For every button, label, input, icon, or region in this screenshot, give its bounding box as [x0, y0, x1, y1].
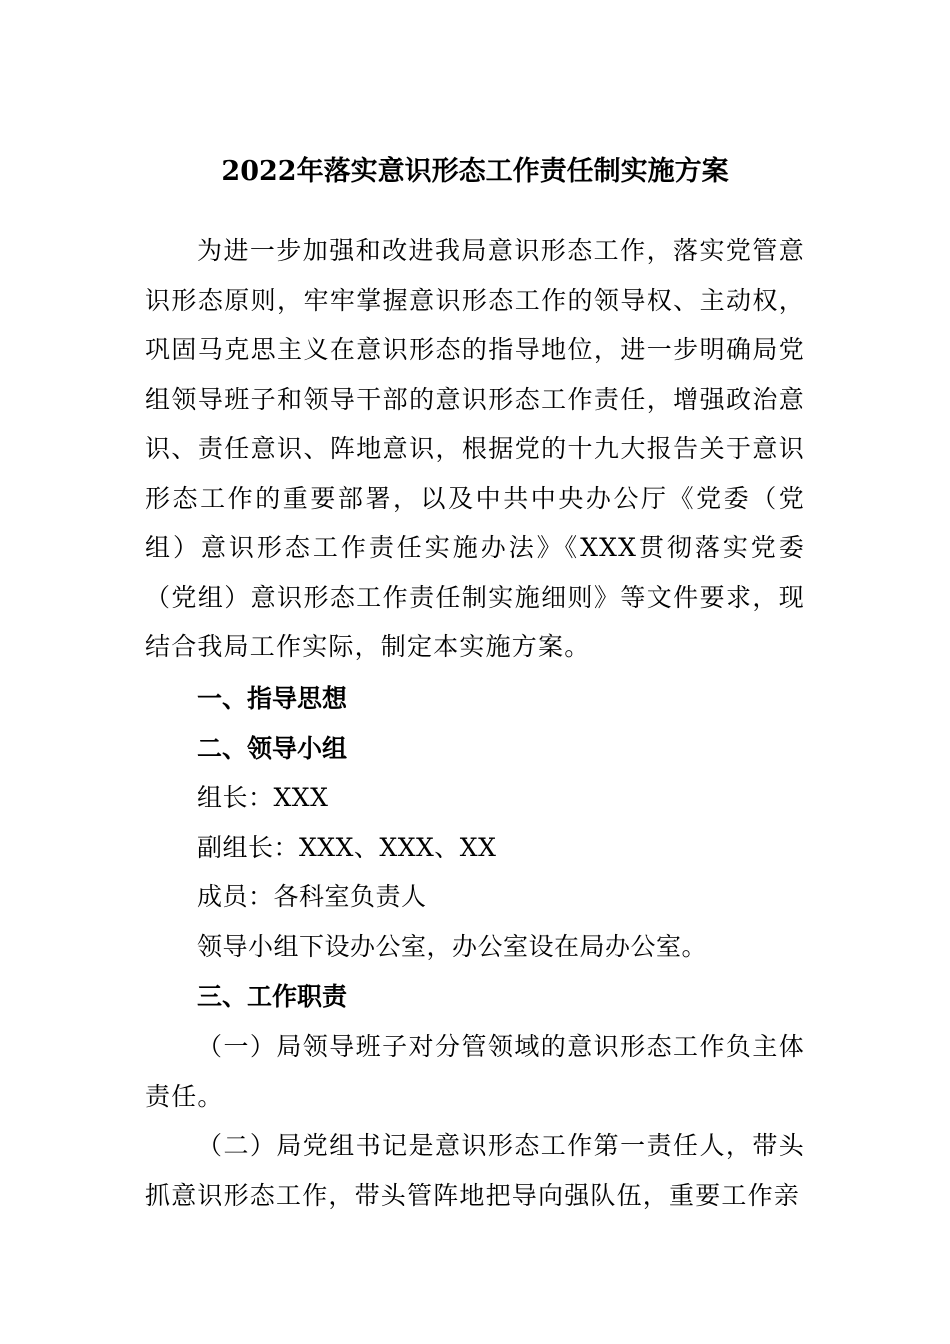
intro-paragraph: 为进一步加强和改进我局意识形态工作，落实党管意识形态原则，牢牢掌握意识形态工作的领导权、主动权，巩固马克思主义在意识形态的指导地位，进一步明确局党组领导班子和领导干部的意识形态工作责任，增强政治意识、责任意识、阵地意识，根据党的十九大报告关于意识形态工作的重要部署，以及中共中央办公厅《党委（党组）意识形态工作责任实施办法》《XXX贯彻落实党委（党组）意识形态工作责任制实施细则》等文件要求，现结合我局工作实际，制定本实施方案。: [145, 236, 805, 661]
section-heading-leading-group: 二、领导小组: [197, 734, 348, 763]
members-line: 成员：各科室负责人: [197, 882, 427, 911]
document-title: 2022年落实意识形态工作责任制实施方案: [221, 156, 729, 187]
duty-paragraph-1: （一）局领导班子对分管领域的意识形态工作负主体责任。: [145, 1032, 805, 1111]
deputy-leader-line: 副组长：XXX、XXX、XX: [197, 833, 497, 862]
office-line: 领导小组下设办公室，办公室设在局办公室。: [197, 932, 708, 961]
group-leader-line: 组长：XXX: [197, 783, 329, 812]
duty-paragraph-2: （二）局党组书记是意识形态工作第一责任人，带头抓意识形态工作，带头管阵地把导向强队伍，重要工作亲: [145, 1131, 805, 1210]
section-heading-guiding-thought: 一、指导思想: [197, 684, 348, 713]
section-heading-duties: 三、工作职责: [197, 982, 348, 1011]
